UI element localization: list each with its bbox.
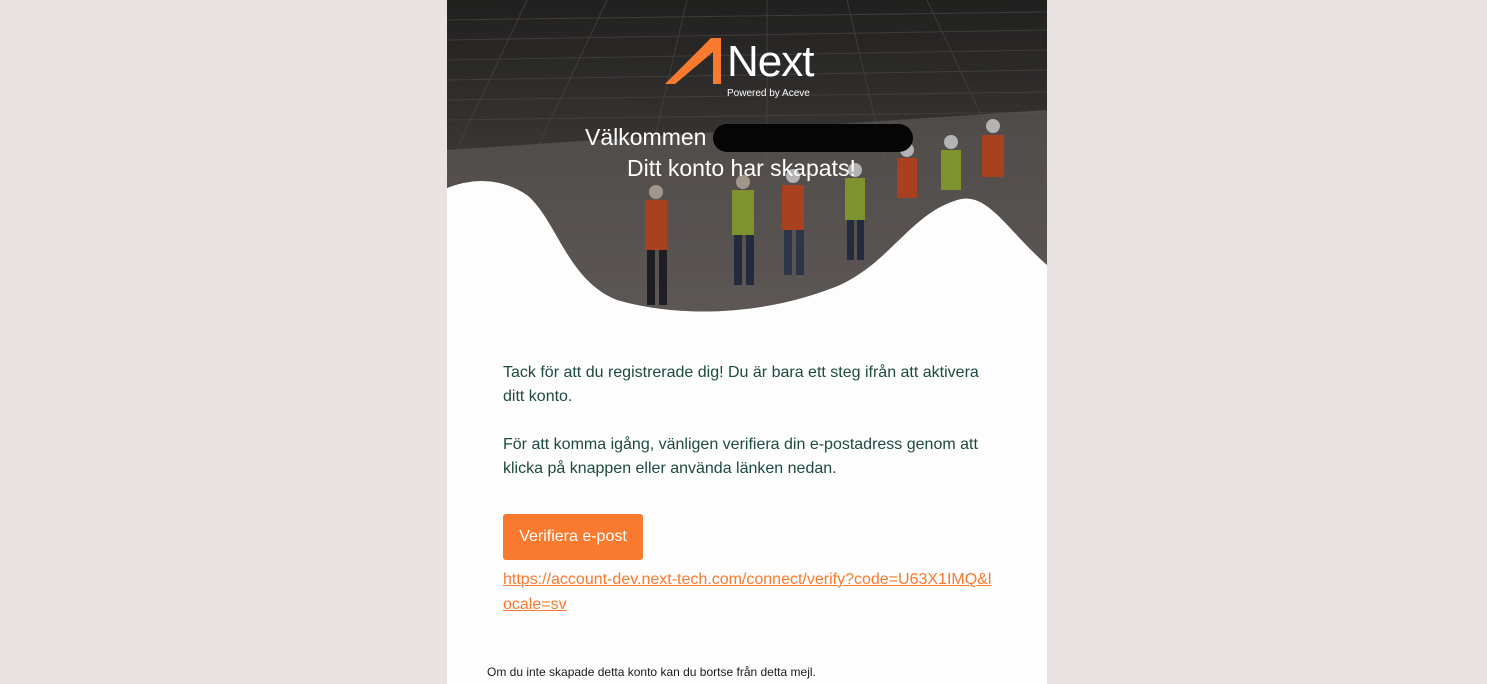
footer-note: Om du inte skapade detta konto kan du bortse från detta mejl. (487, 665, 816, 679)
next-logo-mark-icon (665, 38, 725, 88)
hero-banner (447, 0, 1047, 320)
email-card (447, 0, 1047, 684)
verify-link[interactable]: https://account-dev.next-tech.com/connect/verify?code=U63X1IMQ&locale=sv (503, 571, 992, 613)
account-created-heading: Ditt konto har skapats! (627, 155, 856, 181)
next-logo (665, 38, 835, 102)
logo-tagline: Powered by Aceve (727, 88, 810, 99)
logo-wordmark: Next (727, 37, 814, 86)
redacted-name (713, 124, 913, 152)
instructions-paragraph: För att komma igång, vänligen verifiera din e-postadress genom att klicka på knappen eller använda länken nedan. (503, 436, 978, 477)
verify-email-button[interactable]: Verifiera e-post (503, 514, 643, 560)
welcome-heading: Välkommen (585, 124, 707, 150)
intro-paragraph: Tack för att du registrerade dig! Du är bara ett steg ifrån att aktivera ditt konto. (503, 364, 979, 405)
